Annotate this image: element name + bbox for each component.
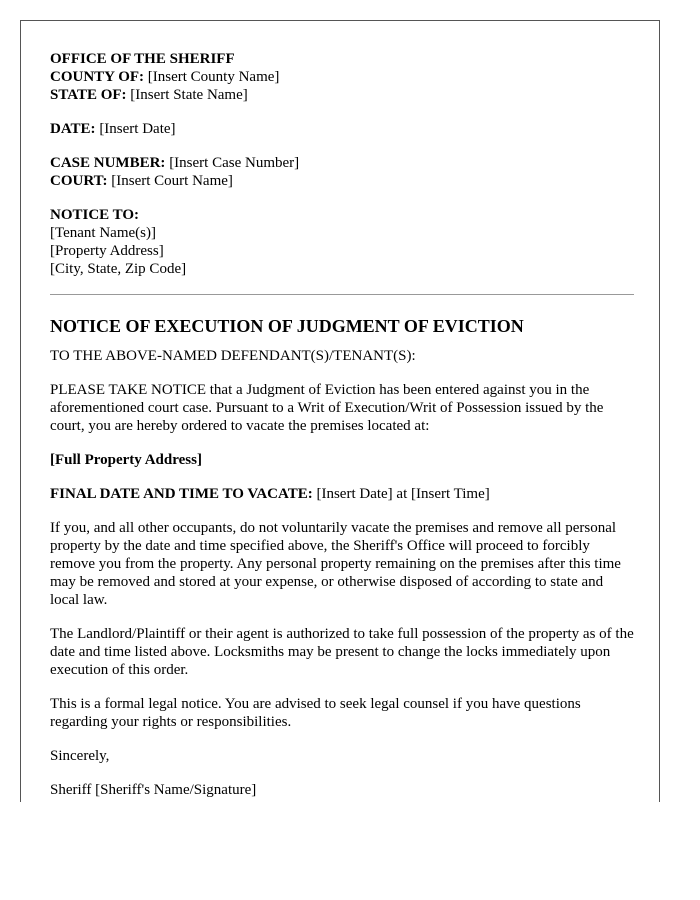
paragraph-legal-counsel: This is a formal legal notice. You are advised to seek legal counsel if you have questions regarding your rights or responsibilities. xyxy=(50,696,581,730)
vacate-value: [Insert Date] at [Insert Time] xyxy=(312,486,490,502)
county-label: COUNTY OF: xyxy=(50,69,145,85)
paragraph-judgment: PLEASE TAKE NOTICE that a Judgment of Eviction has been entered against you in the aforementioned court case. Pursuant to a Writ of Execution/Writ of Possession issued by the court, you are hereby ordered to vacate the premises located at: xyxy=(50,382,604,434)
county-line xyxy=(50,68,634,86)
county-value: [Insert County Name] xyxy=(144,69,280,85)
paragraph-possession: The Landlord/Plaintiff or their agent is authorized to take full possession of the property as of the date and time listed above. Locksmiths may be present to change the locks immediately upon execution of this order. xyxy=(50,626,634,678)
court-value: [Insert Court Name] xyxy=(107,173,233,189)
court-label: COURT: xyxy=(50,173,108,189)
date-block xyxy=(50,120,634,138)
state-label: STATE OF: xyxy=(50,87,127,103)
office-name: OFFICE OF THE SHERIFF xyxy=(50,51,235,67)
city-state-zip-line: [City, State, Zip Code] xyxy=(50,261,187,277)
court-line xyxy=(50,172,634,190)
vacate-line xyxy=(50,485,634,503)
divider xyxy=(50,294,634,295)
paragraph-removal: If you, and all other occupants, do not voluntarily vacate the premises and remove all personal property by the date and time specified above, the Sheriff's Office will proceed to forcibly remove you from the property. Any personal property remaining on the premises after this time may be removed and stored at your expense, or otherwise disposed of according to state and local law. xyxy=(50,520,621,608)
document-content xyxy=(50,50,634,802)
full-property-address-text: [Full Property Address] xyxy=(50,452,202,468)
full-property-address xyxy=(50,451,634,469)
notice-to-label: NOTICE TO: xyxy=(50,207,140,223)
case-number-value: [Insert Case Number] xyxy=(165,155,300,171)
vacate-label: FINAL DATE AND TIME TO VACATE: xyxy=(50,486,313,502)
date-label: DATE: xyxy=(50,121,96,137)
signature-line: Sheriff [Sheriff's Name/Signature] xyxy=(50,782,257,798)
sheriff-header xyxy=(50,50,634,104)
case-number-line xyxy=(50,154,634,172)
notice-to-block xyxy=(50,206,634,278)
property-address-line: [Property Address] xyxy=(50,243,164,259)
state-value: [Insert State Name] xyxy=(126,87,248,103)
tenant-names: [Tenant Name(s)] xyxy=(50,225,156,241)
case-block xyxy=(50,154,634,190)
state-line xyxy=(50,86,634,104)
notice-title: NOTICE OF EXECUTION OF JUDGMENT OF EVICTION xyxy=(50,316,524,336)
closing: Sincerely, xyxy=(50,748,110,764)
salutation: TO THE ABOVE-NAMED DEFENDANT(S)/TENANT(S): xyxy=(50,348,416,364)
date-value: [Insert Date] xyxy=(95,121,176,137)
case-number-label: CASE NUMBER: xyxy=(50,155,166,171)
document-page xyxy=(20,20,660,802)
